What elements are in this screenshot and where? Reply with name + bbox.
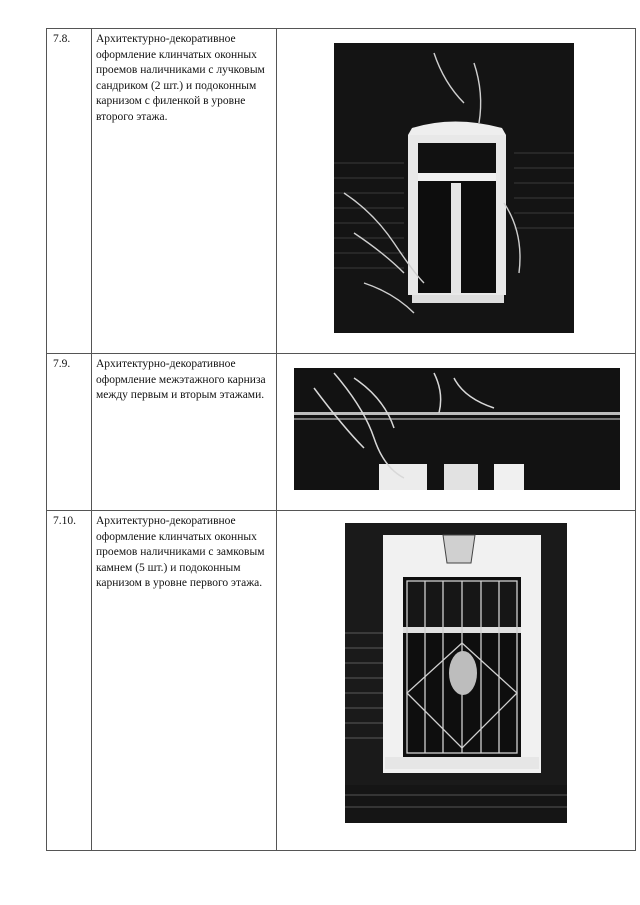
table-row bbox=[47, 29, 636, 354]
photo-cell bbox=[277, 354, 636, 511]
item-description: Архитектурно-декоративное оформление клинчатых оконных проемов наличниками с замковым камнем (5 шт.) и подоконным карнизом в уровне первого этажа. bbox=[92, 511, 277, 851]
photo-interfloor-cornice bbox=[294, 368, 620, 490]
table-row bbox=[47, 354, 636, 511]
item-number: 7.10. bbox=[47, 511, 92, 851]
photo-window-keystone-grille bbox=[345, 523, 567, 823]
photo-cell bbox=[277, 29, 636, 354]
item-number: 7.8. bbox=[47, 29, 92, 354]
item-number: 7.9. bbox=[47, 354, 92, 511]
heritage-elements-table bbox=[46, 28, 636, 851]
table-row bbox=[47, 511, 636, 851]
item-description: Архитектурно-декоративное оформление клинчатых оконных проемов наличниками с лучковым сандриком (2 шт.) и подоконным карнизом с филенкой в уровне второго этажа. bbox=[92, 29, 277, 354]
photo-cell bbox=[277, 511, 636, 851]
item-description: Архитектурно-декоративное оформление межэтажного карниза между первым и вторым этажами. bbox=[92, 354, 277, 511]
photo-window-arched-pediment bbox=[334, 43, 574, 333]
